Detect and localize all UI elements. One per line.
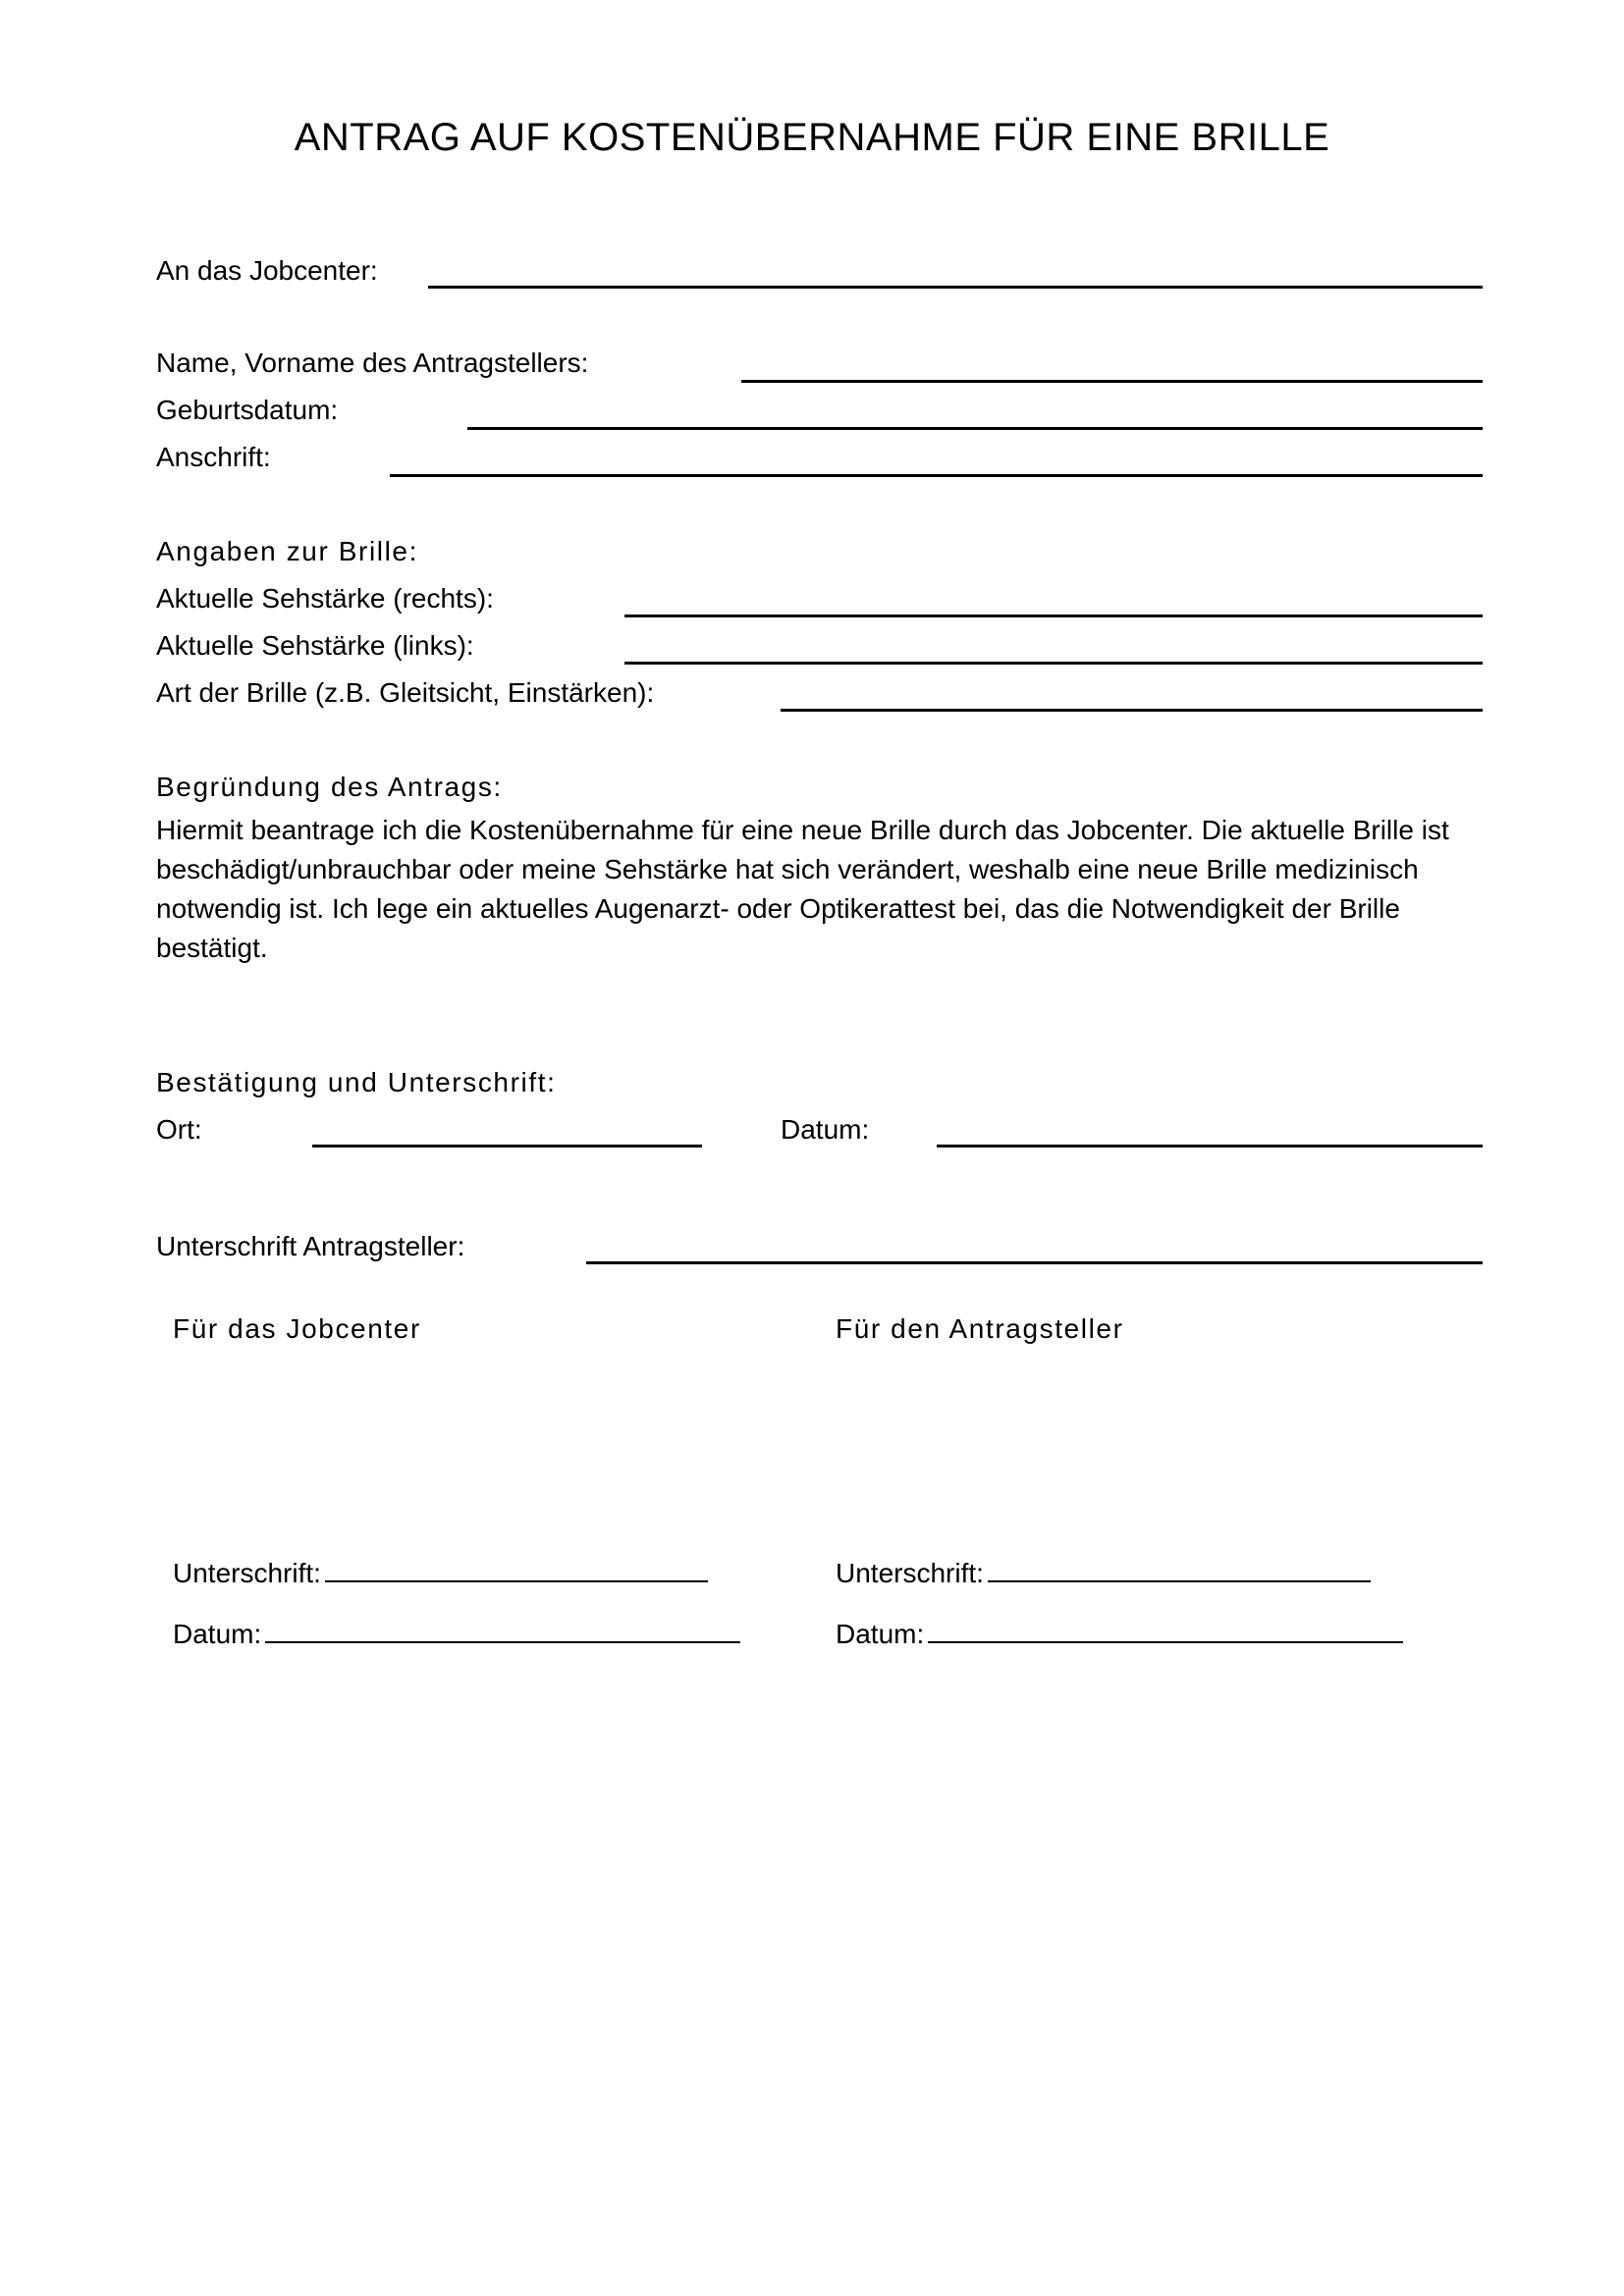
reason-text: Hiermit beantrage ich die Kostenübernahme für eine neue Brille durch das Jobcenter. Die aktuelle Brille ist beschädigt/unbrauchbar oder meine Sehstärke hat sich verändert, weshalb eine neue Brille medizinisch notwendig ist. Ich lege ein aktuelles Augenarzt- oder Optikerattest bei, das die Notwendigkeit der Brille bestätigt.	[156, 815, 1449, 963]
page-title: ANTRAG AUF KOSTENÜBERNAHME FÜR EINE BRILLE	[294, 116, 1330, 159]
applicant-block-signature-field[interactable]	[988, 1555, 1371, 1582]
recipient-label: An das Jobcenter:	[156, 255, 378, 286]
place-label: Ort:	[156, 1114, 202, 1145]
applicant-block-date-row	[836, 1616, 1403, 1651]
glasses-type-label: Art der Brille (z.B. Gleitsicht, Einstärken):	[156, 677, 655, 708]
sight-right-label: Aktuelle Sehstärke (rechts):	[156, 583, 494, 614]
birthdate-field[interactable]	[467, 427, 1483, 430]
applicant-block-date-label: Datum:	[836, 1619, 925, 1649]
jobcenter-block-heading: Für das Jobcenter	[173, 1313, 421, 1344]
jobcenter-signature-field[interactable]	[325, 1555, 708, 1582]
confirmation-date-field[interactable]	[937, 1145, 1483, 1148]
place-field[interactable]	[312, 1145, 702, 1148]
applicant-block-date-field[interactable]	[928, 1616, 1403, 1643]
sight-right-field[interactable]	[624, 614, 1483, 617]
confirmation-date-label: Datum:	[781, 1114, 870, 1145]
glasses-section-heading: Angaben zur Brille:	[156, 536, 418, 566]
applicant-block-signature-row	[836, 1555, 1371, 1590]
reason-section-heading: Begründung des Antrags:	[156, 772, 503, 802]
sight-left-label: Aktuelle Sehstärke (links):	[156, 630, 474, 661]
applicant-block-signature-label: Unterschrift:	[836, 1558, 984, 1588]
jobcenter-signature-row	[173, 1555, 708, 1590]
applicant-name-label: Name, Vorname des Antragstellers:	[156, 347, 589, 378]
applicant-name-field[interactable]	[741, 380, 1483, 383]
address-field[interactable]	[390, 474, 1483, 477]
recipient-field[interactable]	[428, 286, 1483, 289]
applicant-block-heading: Für den Antragsteller	[836, 1313, 1124, 1344]
applicant-signature-label: Unterschrift Antragsteller:	[156, 1231, 465, 1261]
applicant-signature-field[interactable]	[586, 1261, 1483, 1264]
jobcenter-date-row	[173, 1616, 740, 1651]
glasses-type-field[interactable]	[781, 709, 1483, 712]
jobcenter-date-field[interactable]	[265, 1616, 740, 1643]
jobcenter-signature-label: Unterschrift:	[173, 1558, 321, 1588]
address-label: Anschrift:	[156, 442, 271, 472]
sight-left-field[interactable]	[624, 662, 1483, 665]
birthdate-label: Geburtsdatum:	[156, 395, 339, 425]
confirmation-section-heading: Bestätigung und Unterschrift:	[156, 1067, 557, 1097]
jobcenter-date-label: Datum:	[173, 1619, 262, 1649]
